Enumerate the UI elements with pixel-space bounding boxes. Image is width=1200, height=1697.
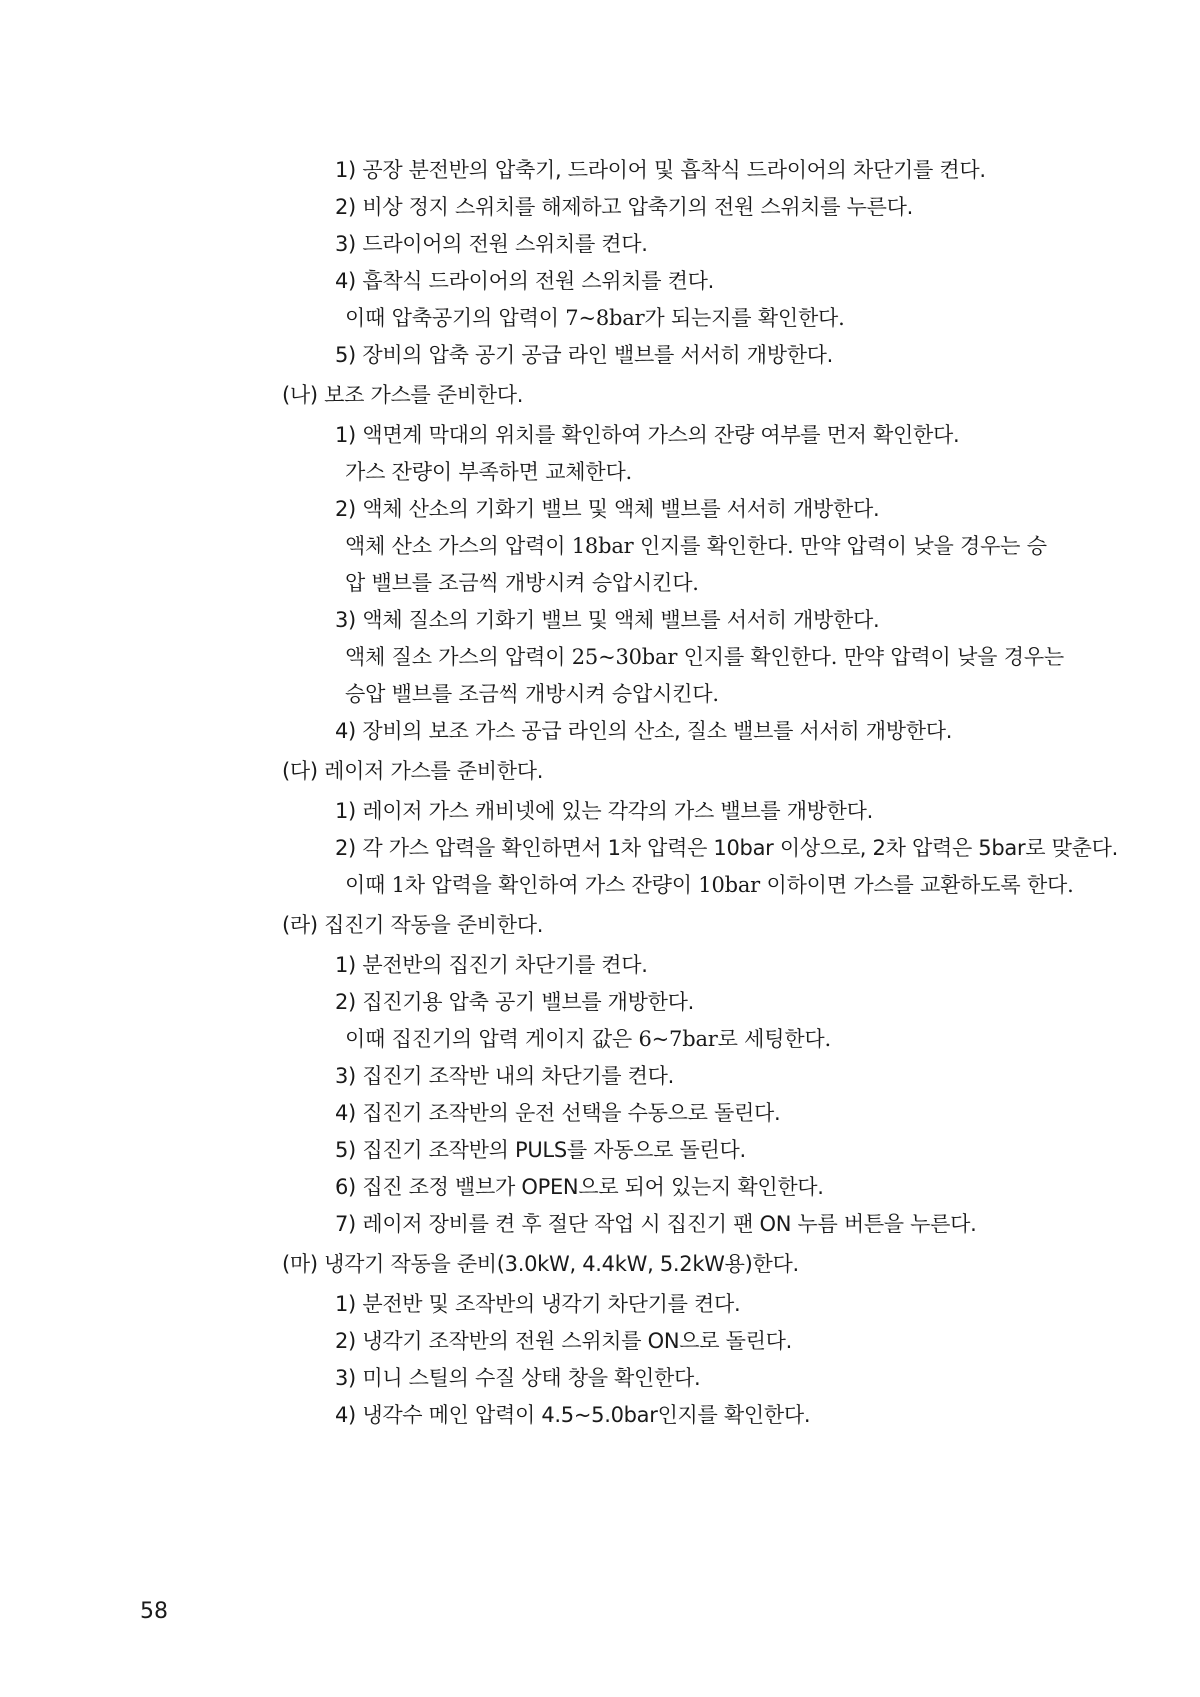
list-item: 5) 집진기 조작반의 PULS를 자동으로 돌린다. <box>335 1138 746 1162</box>
list-item: 4) 장비의 보조 가스 공급 라인의 산소, 질소 밸브를 서서히 개방한다. <box>335 719 953 743</box>
list-item: 4) 냉각수 메인 압력이 4.5~5.0bar인지를 확인한다. <box>335 1403 811 1427</box>
list-item: 2) 집진기용 압축 공기 밸브를 개방한다. <box>335 990 694 1014</box>
list-item: 5) 장비의 압축 공기 공급 라인 밸브를 서서히 개방한다. <box>335 343 834 367</box>
list-item: 1) 액면계 막대의 위치를 확인하여 가스의 잔량 여부를 먼저 확인한다. <box>335 423 960 447</box>
page-number: 58 <box>140 1599 168 1624</box>
list-item: 2) 각 가스 압력을 확인하면서 1차 압력은 10bar 이상으로, 2차 압력은 5bar로 맞춘다. <box>335 836 1118 860</box>
list-item: 3) 집진기 조작반 내의 차단기를 켠다. <box>335 1064 675 1088</box>
list-item: 2) 액체 산소의 기화기 밸브 및 액체 밸브를 서서히 개방한다. <box>335 497 880 521</box>
note-text: 액체 질소 가스의 압력이 25~30bar 인지를 확인한다. 만약 압력이 낮을 경우는 <box>345 645 1064 669</box>
list-item: 4) 흡착식 드라이어의 전원 스위치를 켠다. <box>335 269 714 293</box>
note-text: 액체 산소 가스의 압력이 18bar 인지를 확인한다. 만약 압력이 낮을 경우는 승 <box>345 534 1047 558</box>
list-item: 6) 집진 조정 밸브가 OPEN으로 되어 있는지 확인한다. <box>335 1175 824 1199</box>
list-item: 3) 미니 스틸의 수질 상태 창을 확인한다. <box>335 1366 701 1390</box>
list-item: 1) 분전반 및 조작반의 냉각기 차단기를 켠다. <box>335 1292 741 1316</box>
section-heading: (나) 보조 가스를 준비한다. <box>282 383 524 407</box>
note-text: 가스 잔량이 부족하면 교체한다. <box>345 460 633 484</box>
list-item: 4) 집진기 조작반의 운전 선택을 수동으로 돌린다. <box>335 1101 781 1125</box>
note-text: 이때 압축공기의 압력이 7~8bar가 되는지를 확인한다. <box>345 306 845 330</box>
list-item: 2) 비상 정지 스위치를 해제하고 압축기의 전원 스위치를 누른다. <box>335 195 913 219</box>
list-item: 3) 액체 질소의 기화기 밸브 및 액체 밸브를 서서히 개방한다. <box>335 608 880 632</box>
note-text: 이때 1차 압력을 확인하여 가스 잔량이 10bar 이하이면 가스를 교환하도록 한다. <box>345 873 1074 897</box>
section-heading: (라) 집진기 작동을 준비한다. <box>282 913 544 937</box>
section-heading: (다) 레이저 가스를 준비한다. <box>282 759 544 783</box>
list-item: 1) 분전반의 집진기 차단기를 켠다. <box>335 953 648 977</box>
note-text: 승압 밸브를 조금씩 개방시켜 승압시킨다. <box>345 682 719 706</box>
note-text: 압 밸브를 조금씩 개방시켜 승압시킨다. <box>345 571 699 595</box>
list-item: 3) 드라이어의 전원 스위치를 켠다. <box>335 232 648 256</box>
list-item: 1) 공장 분전반의 압축기, 드라이어 및 흡착식 드라이어의 차단기를 켠다. <box>335 158 986 182</box>
note-text: 이때 집진기의 압력 게이지 값은 6~7bar로 세팅한다. <box>345 1027 831 1051</box>
list-item: 1) 레이저 가스 캐비넷에 있는 각각의 가스 밸브를 개방한다. <box>335 799 874 823</box>
list-item: 7) 레이저 장비를 켠 후 절단 작업 시 집진기 팬 ON 누름 버튼을 누른다. <box>335 1212 977 1236</box>
list-item: 2) 냉각기 조작반의 전원 스위치를 ON으로 돌린다. <box>335 1329 792 1353</box>
section-heading: (마) 냉각기 작동을 준비(3.0kW, 4.4kW, 5.2kW용)한다. <box>282 1252 799 1276</box>
